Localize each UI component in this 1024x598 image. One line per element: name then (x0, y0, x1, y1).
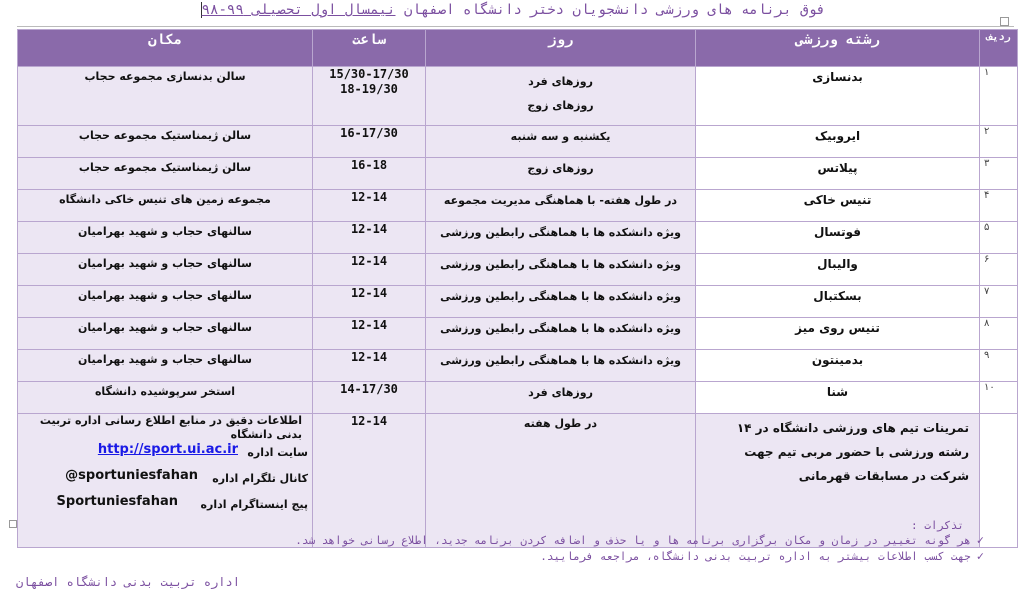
time-text: 12-14 (350, 350, 388, 364)
time-text: 16-17/30 (340, 126, 398, 140)
time-text: 12-14 (350, 318, 388, 332)
place-cell: سالنهای حجاب و شهید بهرامیان (18, 318, 313, 350)
time-text: 15/30-17/30 (329, 67, 409, 81)
time-cell (313, 126, 426, 158)
day-text: یکشنبه و سه شنبه (510, 130, 611, 143)
day-cell (426, 254, 696, 286)
day-text: روزهای زوج (527, 162, 594, 175)
table-resize-handle[interactable] (9, 520, 17, 528)
place-cell: سالن ژیمناستیک مجموعه حجاب (18, 126, 313, 158)
day-cell (426, 350, 696, 382)
day-text: ویژه دانشکده ها با هماهنگی رابطین ورزشی (440, 290, 681, 303)
check-icon: ✓ (976, 549, 984, 563)
table-row (18, 158, 1018, 190)
contact-handle: Sportuniesfahan (56, 494, 178, 509)
row-number: ۸ (980, 318, 1018, 350)
sport-name: بدنسازی (696, 67, 980, 126)
title-semester: نیمسال اول تحصیلی ۹۹-۹۸ (201, 2, 396, 18)
place-cell: سالنهای حجاب و شهید بهرامیان (18, 222, 313, 254)
table-row (18, 67, 1018, 126)
table-row (18, 350, 1018, 382)
table-row (18, 222, 1018, 254)
table-row (18, 318, 1018, 350)
place-cell: سالنهای حجاب و شهید بهرامیان (18, 350, 313, 382)
time-cell (313, 158, 426, 190)
header-sport: رشته ورزشی (696, 30, 980, 67)
contact-line (22, 494, 308, 520)
notes-label: تذکرات : (911, 519, 964, 532)
day-cell (426, 286, 696, 318)
contact-label: سایت اداره (247, 446, 308, 459)
header-num: ردیف (980, 30, 1018, 67)
place-cell: سالنهای حجاب و شهید بهرامیان (18, 286, 313, 318)
contact-line (22, 442, 308, 468)
row-number: ۵ (980, 222, 1018, 254)
day-text: روزهای فرد (528, 75, 593, 88)
row-number: ۷ (980, 286, 1018, 318)
sport-name: تنیس روی میز (696, 318, 980, 350)
day-text: روزهای فرد (528, 386, 593, 399)
row-number (980, 414, 1018, 548)
note-item: ✓جهت کسب اطلاعات بیشتر به اداره تربیت بدنی دانشگاه، مراجعه فرمایید. (540, 549, 984, 563)
sport-name: بدمینتون (696, 350, 980, 382)
schedule-table (17, 29, 1018, 548)
row-number: ۴ (980, 190, 1018, 222)
day-cell (426, 126, 696, 158)
time-text: 18-19/30 (340, 82, 398, 96)
header-day: روز (426, 30, 696, 67)
time-text: 16-18 (350, 158, 388, 172)
row-number: ۹ (980, 350, 1018, 382)
sport-name: والیبال (696, 254, 980, 286)
day-text: روزهای زوج (527, 99, 594, 112)
day-cell (426, 414, 696, 548)
table-row (18, 286, 1018, 318)
info-text: اطلاعات دقیق در منابع اطلاع رسانی اداره تربیت بدنی دانشگاه (39, 414, 302, 441)
day-text: ویژه دانشکده ها با هماهنگی رابطین ورزشی (440, 322, 681, 335)
header-place: مکان (18, 30, 313, 67)
website-link[interactable]: http://sport.ui.ac.ir (97, 442, 238, 457)
sport-name: پیلاتس (696, 158, 980, 190)
time-cell (313, 318, 426, 350)
title-prefix: فوق برنامه های ورزشی دانشجویان دختر دانشگاه اصفهان (403, 2, 826, 18)
day-text: در طول هفته (523, 417, 598, 430)
table-row (18, 254, 1018, 286)
check-icon: ✓ (976, 533, 984, 547)
time-text: 12-14 (350, 254, 388, 268)
place-cell: سالن بدنسازی مجموعه حجاب (18, 67, 313, 126)
sport-name: بسکتبال (696, 286, 980, 318)
footer-text: اداره تربیت بدنی دانشگاه اصفهان (16, 575, 240, 589)
row-number: ۱ (980, 67, 1018, 126)
day-cell (426, 318, 696, 350)
row-number: ۳ (980, 158, 1018, 190)
table-row (18, 190, 1018, 222)
team-training-text: تمرینات تیم های ورزشی دانشگاه در ۱۴ رشته ورزشی با حضور مربی تیم جهت شرکت در مسابقات قهرمانی (736, 421, 969, 483)
place-cell: سالنهای حجاب و شهید بهرامیان (18, 254, 313, 286)
sport-name: فوتسال (696, 222, 980, 254)
time-cell (313, 254, 426, 286)
day-cell (426, 67, 696, 126)
contact-label: کانال تلگرام اداره (212, 472, 308, 485)
table-row (18, 126, 1018, 158)
day-cell (426, 158, 696, 190)
time-cell (313, 286, 426, 318)
sport-name: ایروبیک (696, 126, 980, 158)
place-cell: استخر سرپوشیده دانشگاه (18, 382, 313, 414)
time-text: 12-14 (350, 286, 388, 300)
row-number: ۶ (980, 254, 1018, 286)
day-cell (426, 222, 696, 254)
time-text: 12-14 (350, 190, 388, 204)
sport-name: تنیس خاکی (696, 190, 980, 222)
contact-label: پیج اینستاگرام اداره (200, 498, 308, 511)
contact-handle: @sportuniesfahan (65, 468, 198, 483)
time-cell (313, 67, 426, 126)
contact-line (22, 468, 308, 494)
header-time: ساعت (313, 30, 426, 67)
time-cell (313, 222, 426, 254)
time-cell (313, 414, 426, 548)
time-cell (313, 350, 426, 382)
page-title (0, 2, 1024, 26)
day-cell (426, 190, 696, 222)
title-rule (17, 26, 1014, 27)
table-row (18, 382, 1018, 414)
sport-name: شنا (696, 382, 980, 414)
day-text: ویژه دانشکده ها با هماهنگی رابطین ورزشی (440, 354, 681, 367)
contact-info-cell (18, 414, 313, 548)
time-text: 12-14 (350, 414, 388, 428)
day-text: در طول هفته- با هماهنگی مدیریت مجموعه (443, 194, 678, 207)
table-row (18, 414, 1018, 548)
row-number: ۲ (980, 126, 1018, 158)
day-text: ویژه دانشکده ها با هماهنگی رابطین ورزشی (440, 226, 681, 239)
time-cell (313, 382, 426, 414)
row-number: ۱۰ (980, 382, 1018, 414)
place-cell: مجموعه زمین های تنیس خاکی دانشگاه (18, 190, 313, 222)
day-text: ویژه دانشکده ها با هماهنگی رابطین ورزشی (440, 258, 681, 271)
time-text: 14-17/30 (340, 382, 398, 396)
day-cell (426, 382, 696, 414)
note-item: ✓هر گونه تغییر در زمان و مکان برگزاری برنامه ها و یا حذف و اضافه کردن برنامه جدید، اطلاع رسانی خواهد شد. (295, 533, 984, 547)
time-cell (313, 190, 426, 222)
table-header-row (18, 30, 1018, 67)
place-cell: سالن ژیمناستیک مجموعه حجاب (18, 158, 313, 190)
time-text: 12-14 (350, 222, 388, 236)
